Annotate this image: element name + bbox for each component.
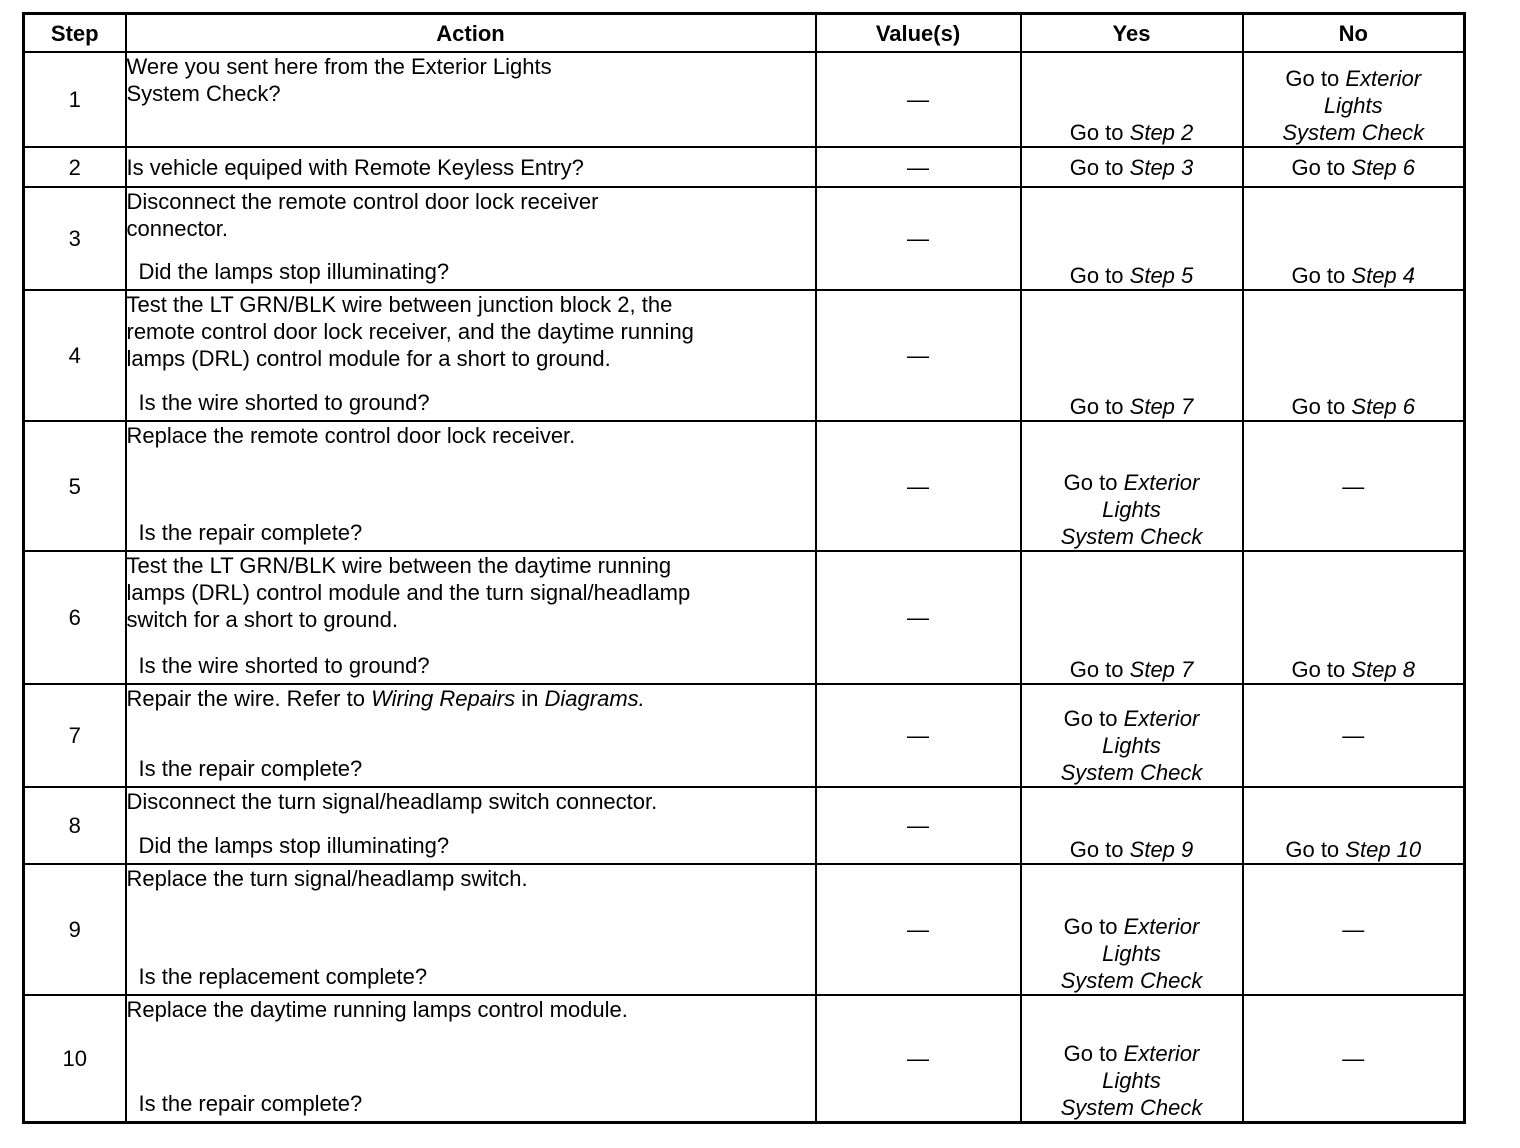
step-number: 3 bbox=[24, 187, 126, 290]
ref-exterior: Exterior bbox=[1345, 66, 1422, 91]
step-ref: Step 4 bbox=[1351, 263, 1416, 288]
step-number: 4 bbox=[24, 290, 126, 421]
ref-lights: Lights bbox=[1102, 1067, 1161, 1093]
ref-exterior: Exterior bbox=[1123, 1040, 1200, 1066]
ref-system-check: System Check bbox=[1060, 760, 1203, 785]
action-question: Did the lamps stop illuminating? bbox=[138, 833, 450, 858]
goto-label: Go to bbox=[1291, 154, 1346, 180]
goto-label: Go to bbox=[1069, 120, 1124, 145]
step-number: 7 bbox=[24, 684, 126, 787]
yes-cell bbox=[1021, 187, 1243, 290]
action-text: Repair the wire. Refer to bbox=[126, 686, 365, 711]
step-number: 10 bbox=[24, 995, 126, 1122]
table-row bbox=[24, 290, 1465, 421]
goto-label: Go to bbox=[1285, 66, 1340, 91]
action-cell bbox=[126, 551, 816, 684]
ref-lights: Lights bbox=[1102, 497, 1161, 522]
goto-label: Go to bbox=[1291, 394, 1346, 419]
step-ref: Step 6 bbox=[1351, 154, 1416, 180]
ref-system-check: System Check bbox=[1060, 1094, 1203, 1120]
yes-cell bbox=[1021, 551, 1243, 684]
step-ref: Step 3 bbox=[1129, 154, 1194, 180]
action-question: Did the lamps stop illuminating? bbox=[138, 259, 450, 284]
no-cell: — bbox=[1243, 864, 1465, 995]
yes-cell bbox=[1021, 787, 1243, 864]
action-cell bbox=[126, 864, 816, 995]
value-cell: — bbox=[816, 421, 1021, 551]
step-number: 1 bbox=[24, 52, 126, 147]
ref-diagrams: Diagrams. bbox=[544, 686, 645, 711]
action-cell bbox=[126, 684, 816, 787]
ref-exterior: Exterior bbox=[1123, 470, 1200, 495]
goto-label: Go to bbox=[1291, 657, 1346, 682]
diagnostic-table bbox=[22, 12, 1466, 1124]
action-question: Is the wire shorted to ground? bbox=[138, 390, 430, 415]
action-cell bbox=[126, 290, 816, 421]
action-text: Test the LT GRN/BLK wire between junction block 2, the bbox=[126, 292, 673, 317]
value-cell: — bbox=[816, 52, 1021, 147]
action-text: connector. bbox=[126, 216, 229, 241]
header-no: No bbox=[1243, 14, 1465, 53]
step-number: 2 bbox=[24, 147, 126, 187]
table-row bbox=[24, 147, 1465, 187]
value-cell: — bbox=[816, 995, 1021, 1122]
table-row bbox=[24, 787, 1465, 864]
ref-system-check: System Check bbox=[1060, 968, 1203, 993]
step-ref: Step 5 bbox=[1129, 263, 1194, 288]
goto-label: Go to bbox=[1291, 263, 1346, 288]
action-text: Disconnect the turn signal/headlamp switch connector. bbox=[126, 789, 658, 814]
value-cell: — bbox=[816, 551, 1021, 684]
step-number: 8 bbox=[24, 787, 126, 864]
yes-cell bbox=[1021, 290, 1243, 421]
yes-cell bbox=[1021, 864, 1243, 995]
table-row bbox=[24, 52, 1465, 147]
ref-exterior: Exterior bbox=[1123, 706, 1200, 731]
action-cell bbox=[126, 52, 816, 147]
value-cell: — bbox=[816, 684, 1021, 787]
goto-label: Go to bbox=[1063, 706, 1118, 731]
no-cell bbox=[1243, 187, 1465, 290]
yes-cell bbox=[1021, 995, 1243, 1122]
value-cell: — bbox=[816, 147, 1021, 187]
no-cell: — bbox=[1243, 421, 1465, 551]
goto-label: Go to bbox=[1063, 1040, 1118, 1066]
action-cell bbox=[126, 421, 816, 551]
action-question: Is the repair complete? bbox=[138, 520, 363, 545]
action-text: System Check? bbox=[126, 81, 281, 106]
header-yes: Yes bbox=[1021, 14, 1243, 53]
action-question: Is the repair complete? bbox=[138, 756, 363, 781]
ref-lights: Lights bbox=[1102, 733, 1161, 758]
value-cell: — bbox=[816, 187, 1021, 290]
table-row bbox=[24, 551, 1465, 684]
step-number: 5 bbox=[24, 421, 126, 551]
goto-label: Go to bbox=[1069, 154, 1124, 180]
yes-cell bbox=[1021, 147, 1243, 187]
no-cell bbox=[1243, 787, 1465, 864]
table-row bbox=[24, 421, 1465, 551]
header-step: Step bbox=[24, 14, 126, 53]
step-ref: Step 10 bbox=[1345, 837, 1422, 862]
action-text: Is vehicle equiped with Remote Keyless Entry? bbox=[126, 154, 584, 180]
goto-label: Go to bbox=[1063, 914, 1118, 939]
action-text: Test the LT GRN/BLK wire between the daytime running bbox=[126, 553, 672, 578]
step-ref: Step 2 bbox=[1129, 120, 1194, 145]
ref-lights: Lights bbox=[1102, 941, 1161, 966]
yes-cell bbox=[1021, 421, 1243, 551]
action-question: Is the replacement complete? bbox=[138, 964, 428, 989]
header-values: Value(s) bbox=[816, 14, 1021, 53]
step-ref: Step 7 bbox=[1129, 394, 1194, 419]
action-text: in bbox=[521, 686, 539, 711]
no-cell bbox=[1243, 52, 1465, 147]
step-ref: Step 9 bbox=[1129, 837, 1194, 862]
table-row bbox=[24, 995, 1465, 1122]
ref-lights: Lights bbox=[1323, 93, 1383, 118]
action-question: Is the wire shorted to ground? bbox=[138, 653, 430, 678]
action-text: remote control door lock receiver, and the daytime running bbox=[126, 319, 694, 344]
ref-system-check: System Check bbox=[1282, 120, 1425, 145]
no-cell bbox=[1243, 290, 1465, 421]
table-row bbox=[24, 864, 1465, 995]
yes-cell bbox=[1021, 52, 1243, 147]
goto-label: Go to bbox=[1063, 470, 1118, 495]
goto-label: Go to bbox=[1285, 837, 1340, 862]
goto-label: Go to bbox=[1069, 394, 1124, 419]
no-cell: — bbox=[1243, 684, 1465, 787]
ref-exterior: Exterior bbox=[1123, 914, 1200, 939]
action-text: switch for a short to ground. bbox=[126, 607, 398, 632]
value-cell: — bbox=[816, 787, 1021, 864]
step-ref: Step 6 bbox=[1351, 394, 1416, 419]
step-number: 6 bbox=[24, 551, 126, 684]
action-cell bbox=[126, 187, 816, 290]
value-cell: — bbox=[816, 290, 1021, 421]
action-text: Were you sent here from the Exterior Lights bbox=[126, 54, 552, 79]
goto-label: Go to bbox=[1069, 263, 1124, 288]
action-text: Replace the daytime running lamps control module. bbox=[126, 997, 628, 1022]
step-ref: Step 8 bbox=[1351, 657, 1416, 682]
ref-wiring-repairs: Wiring Repairs bbox=[371, 686, 516, 711]
action-text: Replace the remote control door lock receiver. bbox=[126, 423, 576, 448]
no-cell: — bbox=[1243, 995, 1465, 1122]
step-number: 9 bbox=[24, 864, 126, 995]
header-action: Action bbox=[126, 14, 816, 53]
goto-label: Go to bbox=[1069, 837, 1124, 862]
action-cell bbox=[126, 147, 816, 187]
action-text: Disconnect the remote control door lock receiver bbox=[126, 189, 599, 214]
action-question: Is the repair complete? bbox=[138, 1090, 363, 1116]
value-cell: — bbox=[816, 864, 1021, 995]
action-cell bbox=[126, 995, 816, 1122]
no-cell bbox=[1243, 551, 1465, 684]
table-row bbox=[24, 187, 1465, 290]
action-text: Replace the turn signal/headlamp switch. bbox=[126, 866, 528, 891]
step-ref: Step 7 bbox=[1129, 657, 1194, 682]
table-row bbox=[24, 684, 1465, 787]
goto-label: Go to bbox=[1069, 657, 1124, 682]
yes-cell bbox=[1021, 684, 1243, 787]
action-text: lamps (DRL) control module and the turn signal/headlamp bbox=[126, 580, 691, 605]
action-text: lamps (DRL) control module for a short to ground. bbox=[126, 346, 611, 371]
ref-system-check: System Check bbox=[1060, 524, 1203, 549]
no-cell bbox=[1243, 147, 1465, 187]
header-row bbox=[24, 14, 1465, 53]
action-cell bbox=[126, 787, 816, 864]
